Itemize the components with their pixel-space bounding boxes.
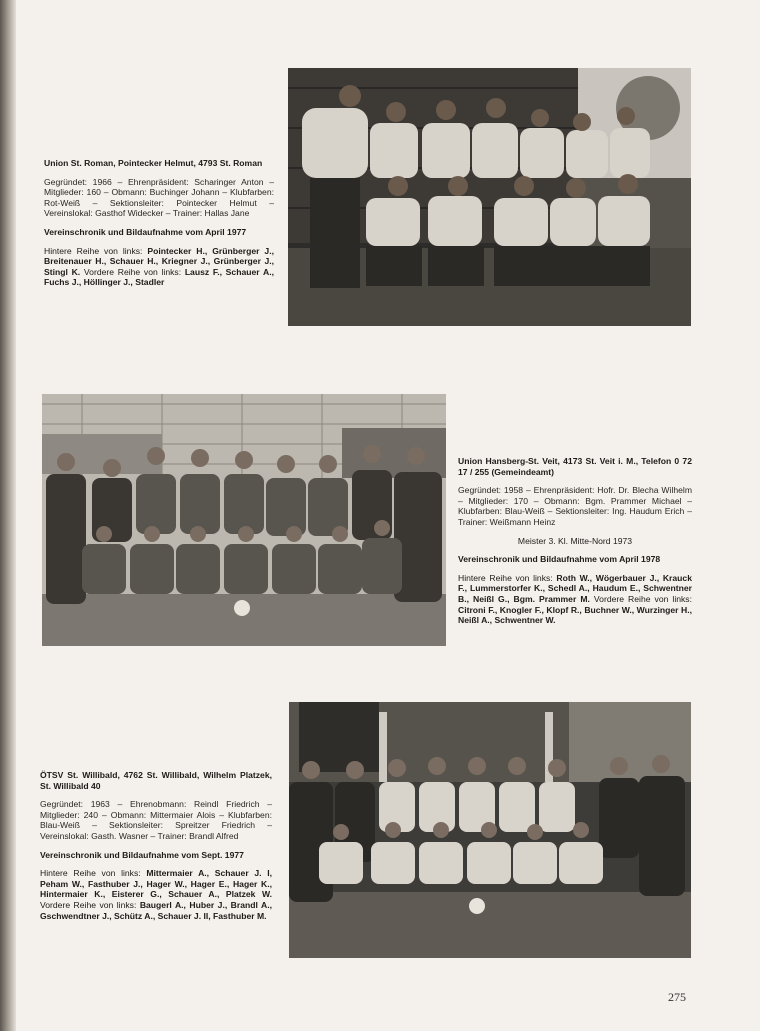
club-chronicle: Vereinschronik und Bildaufnahme vom Sept. 1977	[40, 849, 244, 860]
team-photo-union-hansberg-st-veit	[42, 394, 446, 646]
player-names	[40, 868, 272, 921]
front-row-label: Vordere Reihe von links:	[83, 266, 185, 277]
club-entry-union-st-roman	[44, 158, 274, 296]
club-facts: Gegründet: 1966 – Ehrenpräsident: Scharinger Anton – Mitglieder: 160 – Obmann: Buchinger Johann – Klubfarben: Rot-Weiß – Sektionsleiter: Pointecker Helmut – Vereinslokal: Gasthof Widecker – Trainer: Hallas Jane	[44, 176, 274, 219]
club-facts: Gegründet: 1963 – Ehrenobmann: Reindl Friedrich – Mitglieder: 240 – Obmann: Mittermaier Alois – Klubfarben: Blau-Weiß – Sektionsleiter: Spreitzer Friedrich – Vereinslokal: Gasth. Wasner – Trainer: Brandl Alfred	[40, 799, 272, 841]
player-names	[458, 573, 692, 626]
club-title: Meister 3. Kl. Mitte-Nord 1973	[517, 535, 633, 546]
back-row-label: Hintere Reihe von links:	[40, 868, 147, 879]
club-name: Union St. Roman, Pointecker Helmut, 4793 St. Roman	[44, 158, 263, 168]
page-number: 275	[668, 990, 686, 1004]
front-row-label: Vordere Reihe von links:	[593, 593, 692, 604]
back-row-names: Roth W., Wögerbauer J., Krauck F., Lummerstorfer K., Schedl A., Haudum E., Schwentner B., Neißl G., Bgm. Prammer M.	[458, 572, 692, 604]
back-row-label: Hintere Reihe von links:	[44, 245, 148, 256]
front-row-label: Vordere Reihe von links:	[40, 899, 140, 910]
front-row-names: Baugerl A., Huber J., Brandl A., Gschwendtner J., Schütz A., Schauer J. II, Fasthuber M.	[40, 899, 273, 921]
back-row-names: Pointecker H., Grünberger J., Breitenauer H., Schauer H., Kriegner J., Grünberger J., Stingl K.	[44, 245, 274, 277]
club-chronicle: Vereinschronik und Bildaufnahme vom April 1977	[44, 226, 247, 237]
club-chronicle: Vereinschronik und Bildaufnahme vom April 1978	[458, 554, 661, 565]
team-photo-otsv-st-willibald	[289, 702, 691, 958]
club-name: ÖTSV St. Willibald, 4762 St. Willibald, Wilhelm Platzek, St. Willibald 40	[40, 770, 272, 791]
book-gutter-shadow	[0, 0, 16, 1031]
club-name: Union Hansberg-St. Veit, 4173 St. Veit i. M., Telefon 0 72 17 / 255 (Gemeindeamt)	[458, 456, 692, 477]
back-row-names: Mittermaier A., Schauer J. I, Peham W., Fasthuber J., Hager W., Hager E., Hager K., Hintermaier K., Eisterer G., Schauer A., Platzek W.	[40, 868, 272, 900]
club-entry-union-hansberg-st-veit	[458, 456, 692, 634]
player-names	[44, 246, 274, 288]
club-facts: Gegründet: 1958 – Ehrenpräsident: Hofr. Dr. Blecha Wilhelm – Mitglieder: 170 – Obmann: Bgm. Prammer Michael – Klubfarben: Blau-Weiß – Sektionsleiter: Ing. Haudum Erich – Trainer: Weißmann Heinz	[458, 485, 692, 527]
front-row-names: Citroni F., Knogler F., Klopf R., Buchner W., Wurzinger H., Neißl A., Schwentner W.	[458, 604, 692, 626]
back-row-label: Hintere Reihe von links:	[458, 572, 557, 583]
team-photo-union-st-roman	[288, 68, 691, 326]
front-row-names: Lausz F., Schauer A., Fuchs J., Höllinger J., Stadler	[44, 266, 274, 288]
club-entry-otsv-st-willibald	[40, 770, 272, 929]
